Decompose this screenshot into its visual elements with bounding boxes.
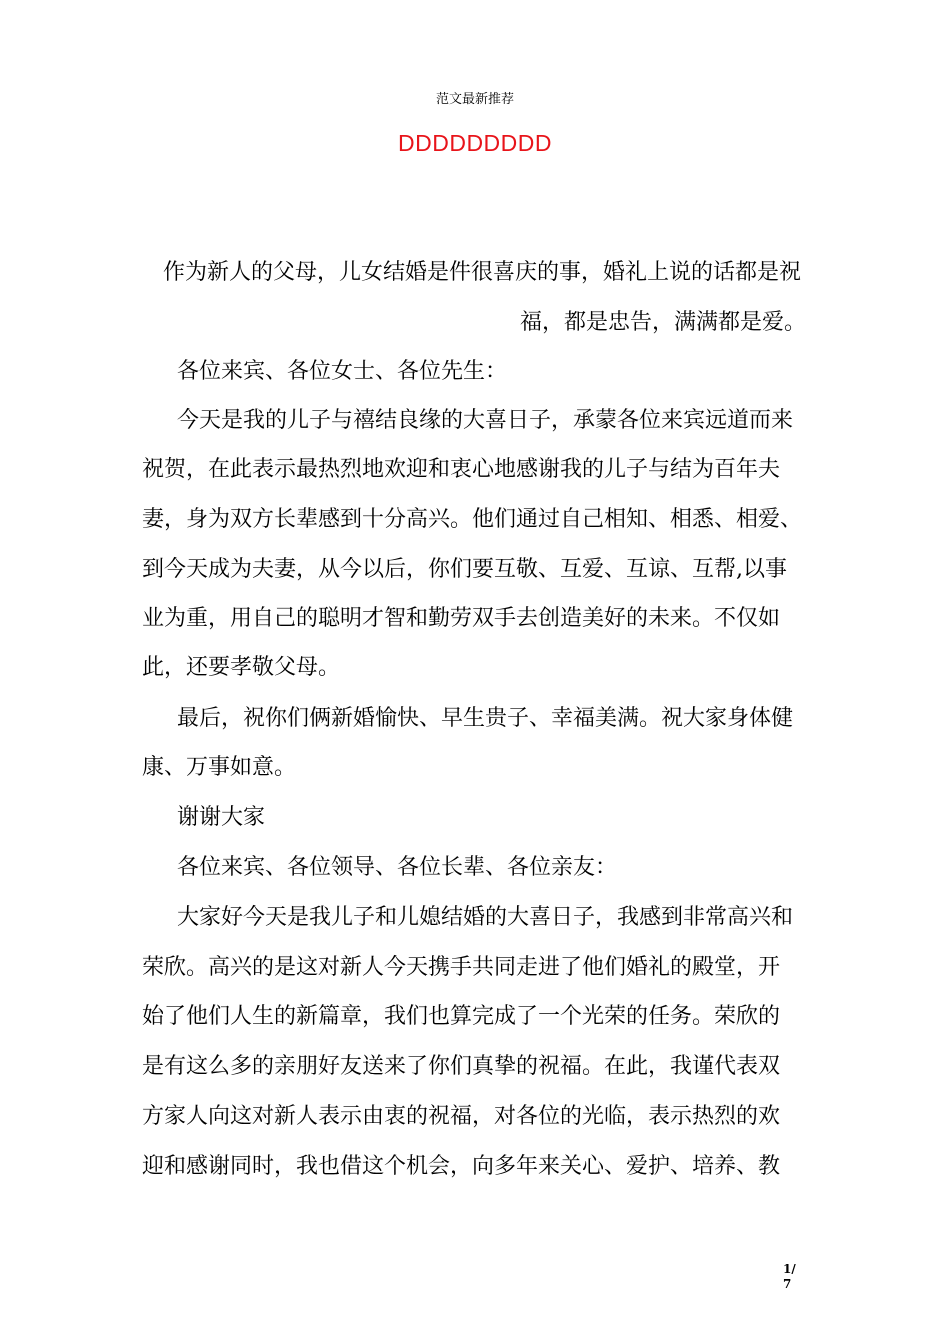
speech1-paragraph1-line: 到今天成为夫妻，从今以后，你们要互敬、互爱、互谅、互帮,以事 (142, 557, 787, 582)
speech1-paragraph2-line: 最后，祝你们俩新婚愉快、早生贵子、幸福美满。祝大家身体健 (177, 706, 794, 731)
intro-line-1: 作为新人的父母，儿女结婚是件很喜庆的事，婚礼上说的话都是祝 (163, 260, 802, 285)
document-title: DDDDDDDDD (398, 130, 552, 156)
page-number-current: 1/ (783, 1262, 796, 1276)
page-number (783, 1262, 803, 1292)
speech1-paragraph1-line: 祝贺，在此表示最热烈地欢迎和衷心地感谢我的儿子与结为百年夫 (142, 457, 781, 482)
speech2-greeting: 各位来宾、各位领导、各位长辈、各位亲友： (177, 855, 618, 880)
speech2-paragraph1-line: 始了他们人生的新篇章，我们也算完成了一个光荣的任务。荣欣的 (142, 1004, 781, 1029)
speech2-paragraph1-line: 大家好今天是我儿子和儿媳结婚的大喜日子，我感到非常高兴和 (177, 905, 794, 930)
speech1-closing: 谢谢大家 (177, 805, 266, 830)
speech1-greeting: 各位来宾、各位女士、各位先生： (177, 359, 508, 384)
speech1-paragraph1-line: 今天是我的儿子与禧结良缘的大喜日子，承蒙各位来宾远道而来 (177, 408, 794, 433)
speech2-paragraph1-line: 方家人向这对新人表示由衷的祝福，对各位的光临，表示热烈的欢 (142, 1104, 781, 1129)
page-number-total: 7 (783, 1277, 792, 1291)
speech1-paragraph1-line: 业为重，用自己的聪明才智和勤劳双手去创造美好的未来。不仅如 (142, 606, 781, 631)
intro-line-2: 福，都是忠告，满满都是爱。 (520, 310, 807, 335)
speech1-paragraph2-line: 康、万事如意。 (142, 755, 297, 780)
speech1-paragraph1-line: 妻，身为双方长辈感到十分高兴。他们通过自己相知、相悉、相爱、 (142, 507, 803, 532)
speech2-paragraph1-line: 迎和感谢同时，我也借这个机会，向多年来关心、爱护、培养、教 (142, 1154, 781, 1179)
speech2-paragraph1-line: 荣欣。高兴的是这对新人今天携手共同走进了他们婚礼的殿堂，开 (142, 955, 781, 980)
speech1-paragraph1-line: 此，还要孝敬父母。 (142, 655, 341, 680)
page-header: 范文最新推荐 (435, 92, 514, 107)
speech2-paragraph1-line: 是有这么多的亲朋好友送来了你们真挚的祝福。在此，我谨代表双 (142, 1054, 781, 1079)
